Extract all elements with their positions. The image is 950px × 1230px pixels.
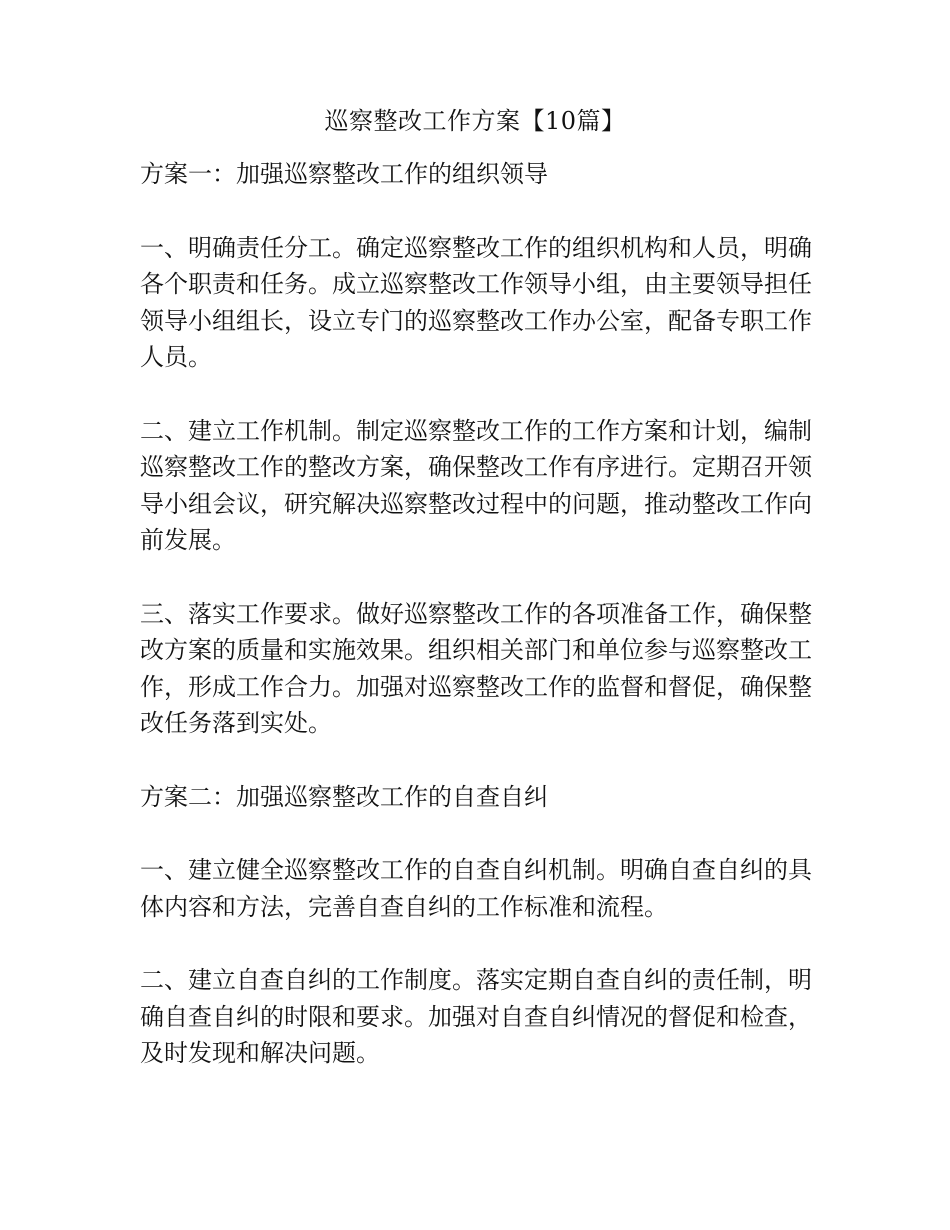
document-title: 巡察整改工作方案【10篇】 (324, 107, 626, 135)
paragraph: 二、建立自查自纠的工作制度。落实定期自查自纠的责任制，明确自查自纠的时限和要求。加强对自查自纠情况的督促和检查，及时发现和解决问题。 (140, 966, 812, 1067)
section-1 (140, 156, 812, 742)
section-2 (140, 779, 812, 1072)
paragraph: 三、落实工作要求。做好巡察整改工作的各项准备工作，确保整改方案的质量和实施效果。组织相关部门和单位参与巡察整改工作，形成工作合力。加强对巡察整改工作的监督和督促，确保整改任务落到实处。 (140, 599, 812, 737)
paragraph: 一、明确责任分工。确定巡察整改工作的组织机构和人员，明确各个职责和任务。成立巡察整改工作领导小组，由主要领导担任领导小组组长，设立专门的巡察整改工作办公室，配备专职工作人员。 (140, 233, 812, 371)
paragraph: 一、建立健全巡察整改工作的自查自纠机制。明确自查自纠的具体内容和方法，完善自查自纠的工作标准和流程。 (140, 856, 812, 921)
document-body (140, 156, 812, 1109)
section-heading: 方案一：加强巡察整改工作的组织领导 (140, 160, 548, 188)
section-heading: 方案二：加强巡察整改工作的自查自纠 (140, 782, 548, 811)
paragraph: 二、建立工作机制。制定巡察整改工作的工作方案和计划，编制巡察整改工作的整改方案，确保整改工作有序进行。定期召开领导小组会议，研究解决巡察整改过程中的问题，推动整改工作向前发展。 (140, 416, 812, 554)
